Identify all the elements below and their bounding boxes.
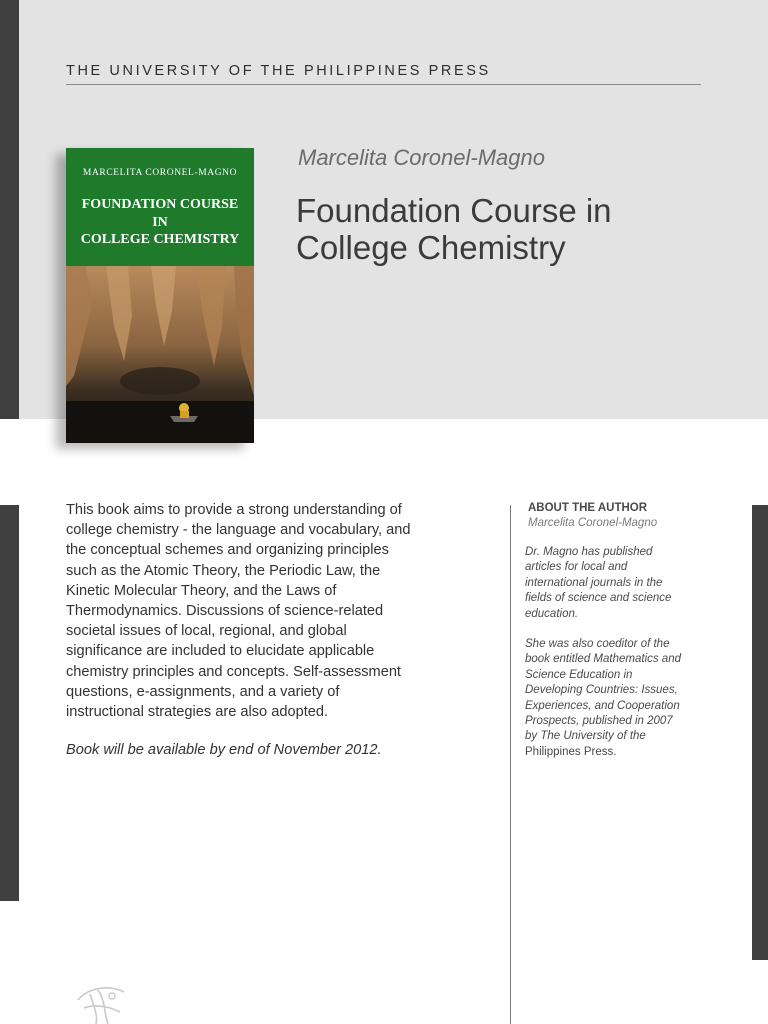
bio-line: education. [525,607,579,620]
book-cover [66,148,254,443]
description-line: questions, e-assignments, and a variety of [66,683,340,700]
left-accent-bar-top [0,0,19,419]
left-accent-bar-bottom [0,505,19,901]
book-title-line: Foundation Course in [296,192,612,229]
column-divider [510,505,511,1024]
cover-title-line: FOUNDATION COURSE [81,197,239,212]
right-accent-bar [752,505,768,960]
cover-title-line: COLLEGE CHEMISTRY [80,232,240,247]
bio-line: Science Education in [525,668,633,681]
cover-author: MARCELITA CORONEL-MAGNO [82,168,238,178]
bio-line: by The University of the [525,730,646,743]
bio-line: She was also coeditor of the [525,638,670,650]
book-title-line: College Chemistry [296,229,566,266]
description-line: college chemistry - the language and vocabulary, and [66,522,411,539]
bio-line: international journals in the [525,576,663,589]
description-line: This book aims to provide a strong understanding of [66,502,402,518]
description-line: chemistry principles and concepts. Self-assessment [66,663,401,680]
description-line: Kinetic Molecular Theory, and the Laws of [66,582,337,599]
bio-line: book entitled Mathematics and [525,653,681,666]
publisher-divider [66,84,701,85]
description-line: Thermodynamics. Discussions of science-related [66,603,384,620]
cover-title-line: IN [152,214,168,230]
bio-line: Prospects, published in 2007 [525,715,673,728]
about-author-name: Marcelita Coronel-Magno [528,517,658,529]
description-line: significance are included to elucidate applicable [66,643,375,660]
bio-line: Philippines Press. [525,745,617,758]
description-line: the conceptual schemes and organizing principles [66,542,389,559]
about-author-heading: ABOUT THE AUTHOR [528,502,648,514]
cover-title [66,196,254,249]
book-description [66,500,486,722]
book-title [296,192,716,266]
bio-line: Dr. Magno has published [525,546,653,558]
bio-line: fields of science and science [525,592,672,605]
author-bio [525,545,715,622]
press-logo-icon [68,980,138,1024]
publisher-name: THE UNIVERSITY OF THE PHILIPPINES PRESS [66,63,491,79]
description-line: such as the Atomic Theory, the Periodic Law, the [66,562,381,579]
description-line: societal issues of local, regional, and global [66,623,347,640]
description-line: instructional strategies are also adopted. [66,704,329,721]
author-bio-coeditor [525,637,715,760]
bio-line: Developing Countries: Issues, [525,684,678,697]
cover-cave-photo [66,266,254,443]
bio-line: articles for local and [525,561,628,574]
bio-line: Experiences, and Cooperation [525,699,680,712]
book-author: Marcelita Coronel-Magno [298,145,545,170]
availability-note: Book will be available by end of November 2012. [66,742,382,758]
